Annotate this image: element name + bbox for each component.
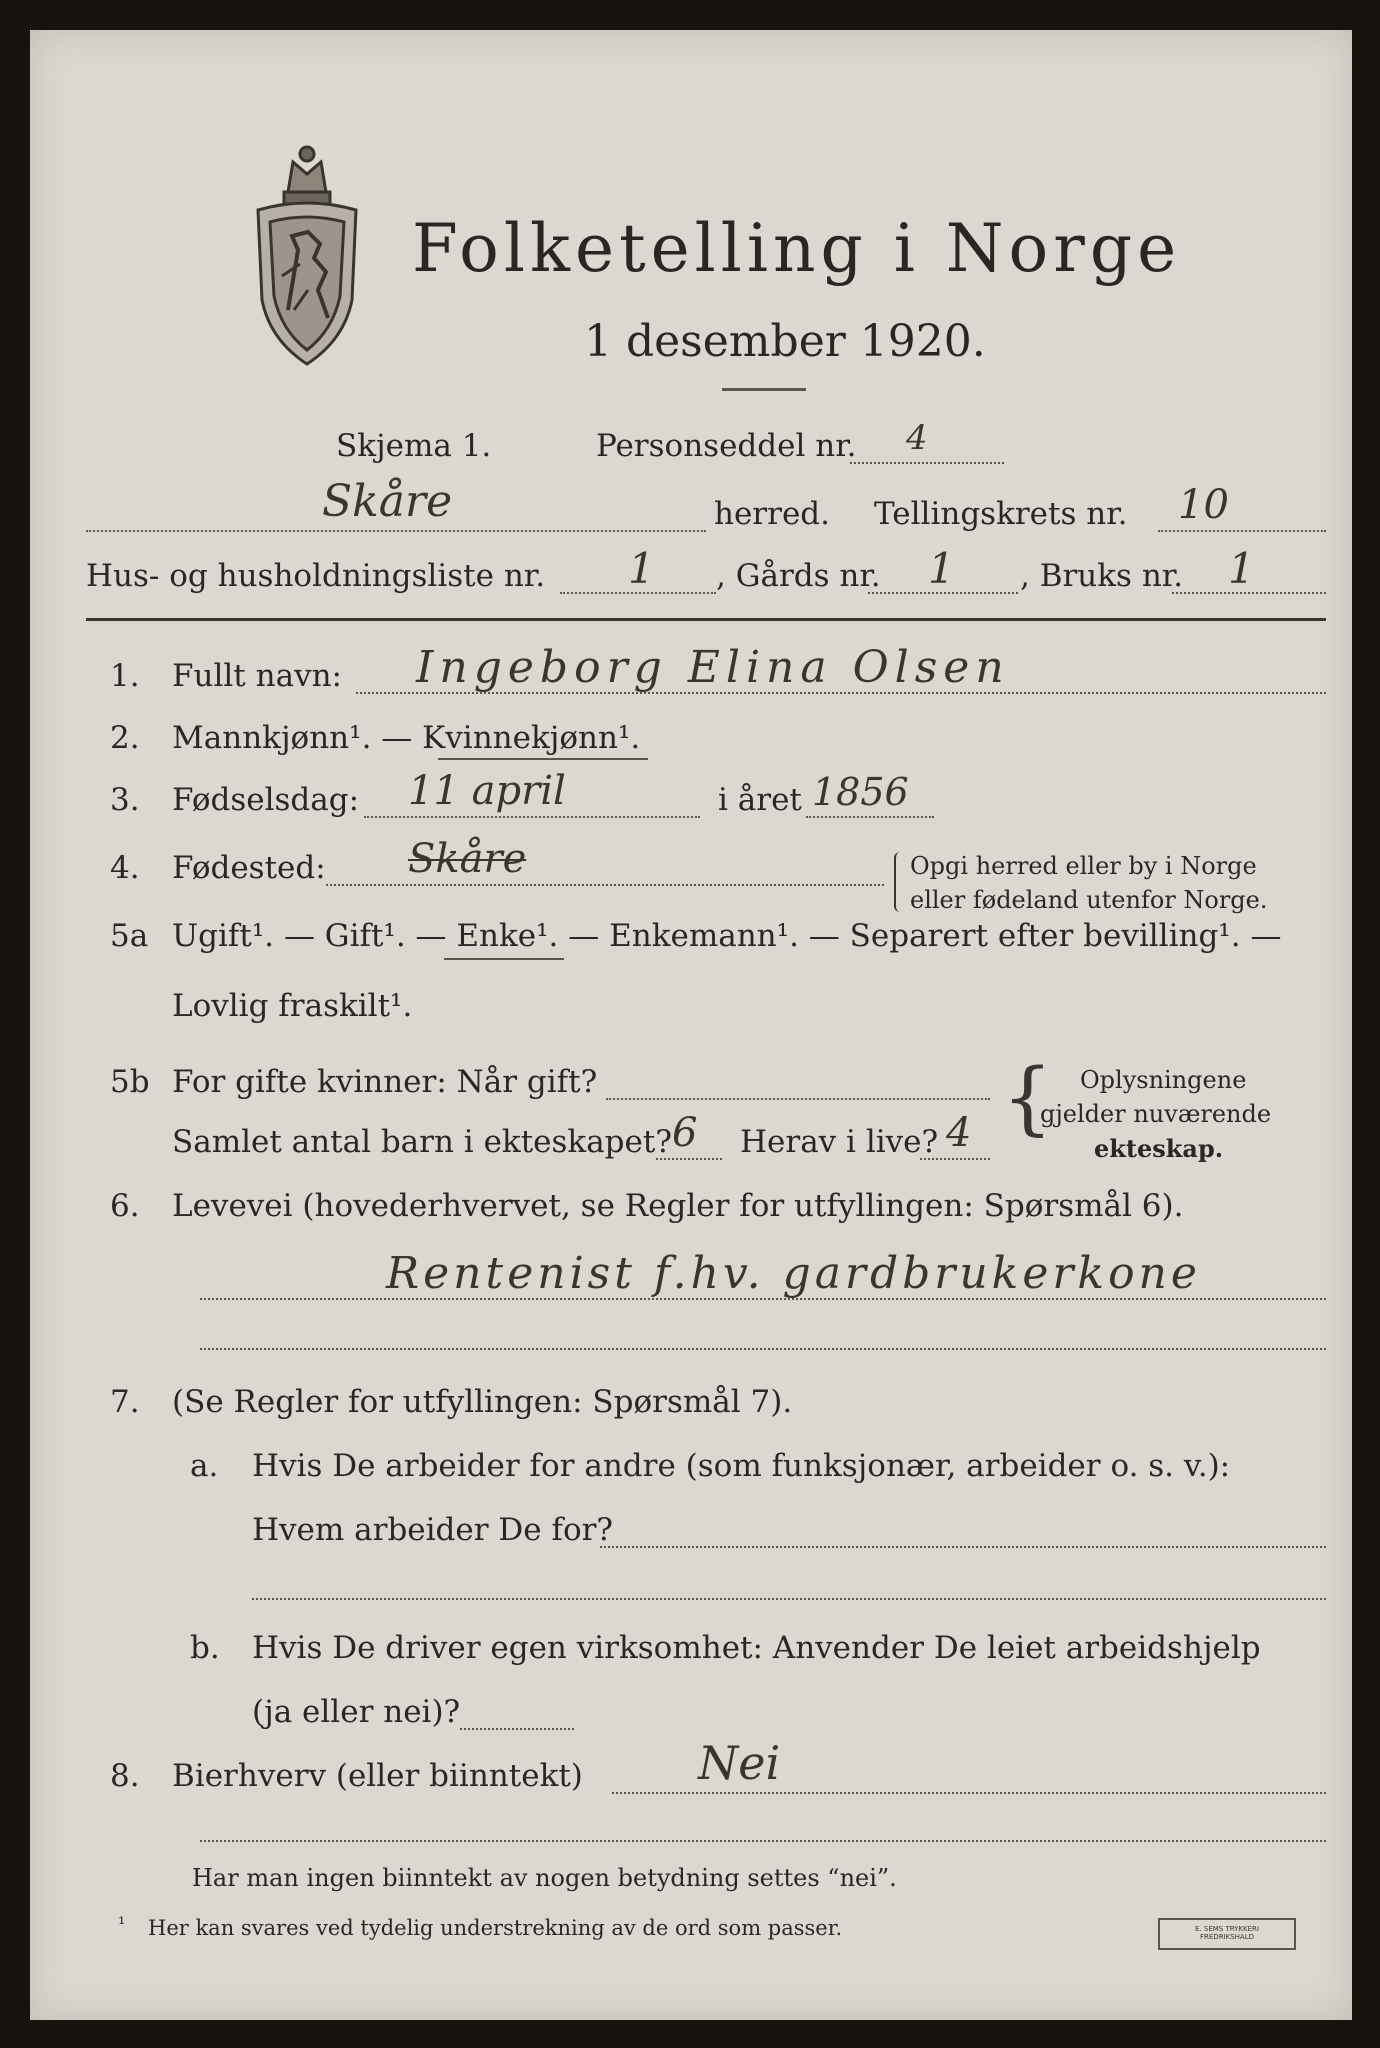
q8-label: Bierhverv (eller biinntekt) (172, 1758, 583, 1794)
q6-value: Rentenist f.hv. gardbrukerkone (386, 1248, 1201, 1299)
q8-note: Har man ingen biinntekt av nogen betydning settes “nei”. (192, 1864, 897, 1892)
hus-label: Hus- og husholdningsliste nr. (86, 558, 546, 594)
census-date: 1 desember 1920. (584, 316, 986, 367)
q5b-note-2: gjelder nuværende (1040, 1100, 1272, 1128)
footnote: Her kan svares ved tydelig understrekning av de ord som passer. (148, 1916, 843, 1940)
q3-year-field[interactable] (806, 816, 934, 818)
q5b-children-value: 6 (672, 1110, 698, 1156)
q1-value: Ingeborg Elina Olsen (416, 642, 1010, 693)
printer-stamp-text: E. SEMS TRYKKERI FREDRIKSHALD (1195, 1925, 1259, 1941)
q5a-text-2: Lovlig fraskilt¹. (172, 988, 413, 1024)
personseddel-field[interactable] (850, 462, 1004, 464)
q4-label: Fødested: (172, 850, 326, 886)
q1-label: Fullt navn: (172, 658, 342, 694)
tellingskrets-value: 10 (1178, 482, 1229, 528)
q5a-underline-enke (444, 958, 564, 960)
q7b-text-2: (ja eller nei)? (252, 1694, 461, 1730)
q3-label: Fødselsdag: (172, 782, 360, 818)
q2-text: Mannkjønn¹. — Kvinnekjønn¹. (172, 720, 641, 756)
q4-number: 4. (110, 850, 140, 886)
tellingskrets-field[interactable] (1158, 530, 1326, 532)
schema-label: Skjema 1. (336, 428, 492, 464)
gards-label: , Gårds nr. (716, 558, 881, 594)
q5b-children-label: Samlet antal barn i ekteskapet? (172, 1124, 672, 1160)
q4-bracket-icon (894, 852, 904, 912)
herred-field[interactable] (86, 530, 706, 532)
q5b-note-1: Oplysningene (1080, 1066, 1247, 1094)
q3-year-value: 1856 (812, 770, 909, 814)
q6-number: 6. (110, 1188, 140, 1224)
header-separator (86, 618, 1326, 621)
q8-field-1[interactable] (612, 1792, 1326, 1794)
q1-number: 1. (110, 658, 140, 694)
q5b-alive-value: 4 (946, 1110, 972, 1156)
q5b-number: 5b (110, 1064, 150, 1100)
q3-number: 3. (110, 782, 140, 818)
q5b-alive-field[interactable] (920, 1158, 990, 1160)
coat-of-arms-icon (248, 140, 366, 372)
bruks-label: , Bruks nr. (1020, 558, 1184, 594)
personseddel-label: Personseddel nr. (596, 428, 857, 464)
footnote-mark: ¹ (118, 1914, 126, 1935)
q5b-brace-icon: { (1002, 1051, 1053, 1144)
herred-label: herred. (714, 496, 830, 532)
gards-value: 1 (928, 544, 955, 593)
q4-note-1: Opgi herred eller by i Norge (910, 852, 1257, 880)
printer-stamp (1158, 1918, 1296, 1950)
q2-underline-kvinnekjonn (438, 758, 648, 760)
q3-value: 11 april (408, 768, 566, 814)
q7a-letter: a. (190, 1448, 219, 1484)
q5b-children-field[interactable] (656, 1158, 722, 1160)
q5b-alive-label: Herav i live? (740, 1124, 939, 1160)
census-form-page (30, 30, 1352, 2020)
form-title: Folketelling i Norge (412, 210, 1182, 287)
q5a-number: 5a (110, 918, 149, 954)
q7-label: (Se Regler for utfyllingen: Spørsmål 7). (172, 1384, 793, 1420)
hus-value: 1 (628, 544, 655, 593)
q5b-married-field[interactable] (606, 1098, 990, 1100)
q8-number: 8. (110, 1758, 140, 1794)
q5a-text: Ugift¹. — Gift¹. — Enke¹. — Enkemann¹. — Separert efter bevilling¹. — (172, 918, 1282, 954)
q8-field-2[interactable] (200, 1840, 1326, 1842)
tellingskrets-label: Tellingskrets nr. (874, 496, 1128, 532)
q6-label: Levevei (hovederhvervet, se Regler for utfyllingen: Spørsmål 6). (172, 1188, 1184, 1224)
q7b-field[interactable] (460, 1728, 574, 1730)
q7a-text: Hvis De arbeider for andre (som funksjonær, arbeider o. s. v.): (252, 1448, 1231, 1484)
q4-value: Skåre (408, 836, 527, 882)
personseddel-value: 4 (906, 418, 928, 458)
q4-note-2: eller fødeland utenfor Norge. (910, 886, 1268, 914)
q7a-field-1[interactable] (600, 1546, 1326, 1548)
q6-field-2[interactable] (200, 1348, 1326, 1350)
q7a-text-2: Hvem arbeider De for? (252, 1512, 614, 1548)
q5b-note-3: ekteskap. (1094, 1134, 1224, 1163)
q2-number: 2. (110, 720, 140, 756)
q3-year-label: i året (718, 782, 802, 818)
q5b-label: For gifte kvinner: Når gift? (172, 1064, 598, 1100)
herred-value: Skåre (322, 476, 453, 527)
q7b-letter: b. (190, 1630, 220, 1666)
q3-field[interactable] (364, 816, 700, 818)
q7-number: 7. (110, 1384, 140, 1420)
q7b-text: Hvis De driver egen virksomhet: Anvender De leiet arbeidshjelp (252, 1630, 1261, 1666)
q7a-field-2[interactable] (252, 1598, 1326, 1600)
bruks-value: 1 (1228, 544, 1255, 593)
q8-value: Nei (698, 1736, 781, 1790)
q4-field[interactable] (326, 884, 884, 886)
title-rule (722, 388, 806, 391)
